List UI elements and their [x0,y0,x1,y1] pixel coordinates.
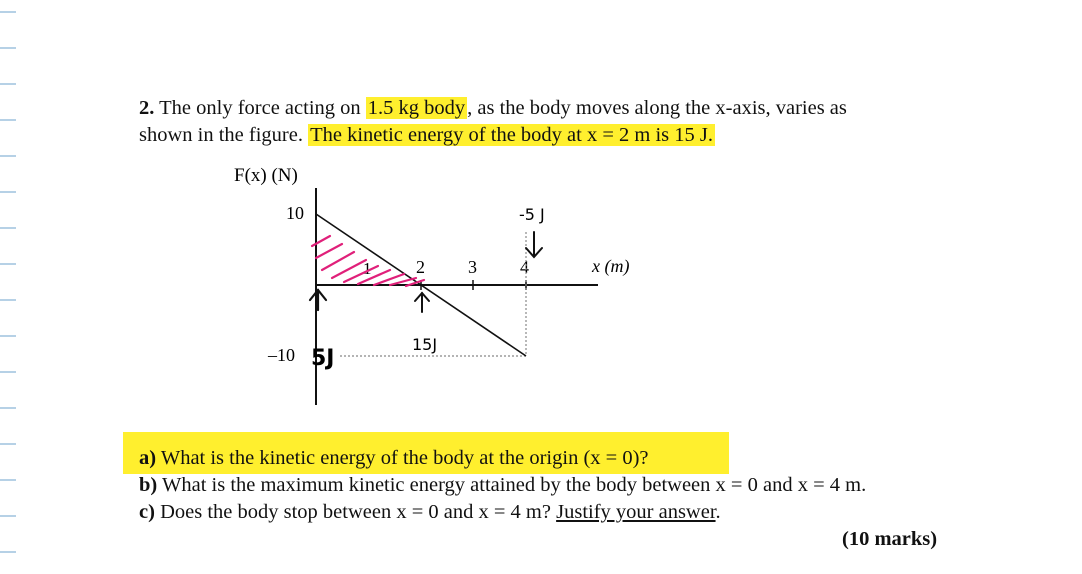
annotation-5J: 5J [311,346,335,371]
annotation-15J: 15J [412,335,438,354]
x-axis-label: x (m) [592,256,630,276]
part-a-text: What is the kinetic energy of the body at the origin (x = 0)? [160,447,649,469]
question-number: 2. [139,97,155,119]
y-axis-label: F(x) (N) [234,165,298,186]
question-intro-b: , as the body moves along the x-axis, varies as [467,97,847,119]
highlight-mass: 1.5 kg body [367,97,466,119]
annotation-minus-5J: -5 J [519,205,545,224]
part-a-label: a) [139,447,157,469]
part-c [139,499,721,525]
x-tick-4: 4 [520,257,529,277]
x-tick-3: 3 [468,257,477,277]
force-graph [220,160,660,410]
arrow-up-icon-origin [310,290,326,310]
arrow-down-icon [526,232,542,257]
question-line-2 [139,122,715,148]
y-tick-10: 10 [286,203,304,223]
part-b [139,472,866,498]
y-tick-minus10: –10 [268,345,295,365]
highlight-kinetic-energy: The kinetic energy of the body at x = 2 m is 15 J. [310,124,713,146]
part-c-label: c) [139,501,155,523]
part-c-text: Does the body stop between x = 0 and x = 4 m? [160,501,551,523]
marks-text: (10 marks) [842,528,938,550]
part-a [139,445,649,471]
part-c-justify: Justify your answer [556,501,716,523]
x-tick-2: 2 [416,257,425,277]
part-b-text: What is the maximum kinetic energy attained by the body between x = 0 and x = 4 m. [162,474,867,496]
marks [842,526,937,552]
question-intro-a: The only force acting on [159,97,361,119]
question-line2-a: shown in the figure. [139,124,303,146]
arrow-up-icon-x2 [415,293,429,312]
part-c-end: . [715,501,721,523]
x-tick-1: 1 [363,259,372,278]
question-line-1 [139,95,847,121]
notebook-margin-ticks [0,0,22,574]
part-b-label: b) [139,474,158,496]
